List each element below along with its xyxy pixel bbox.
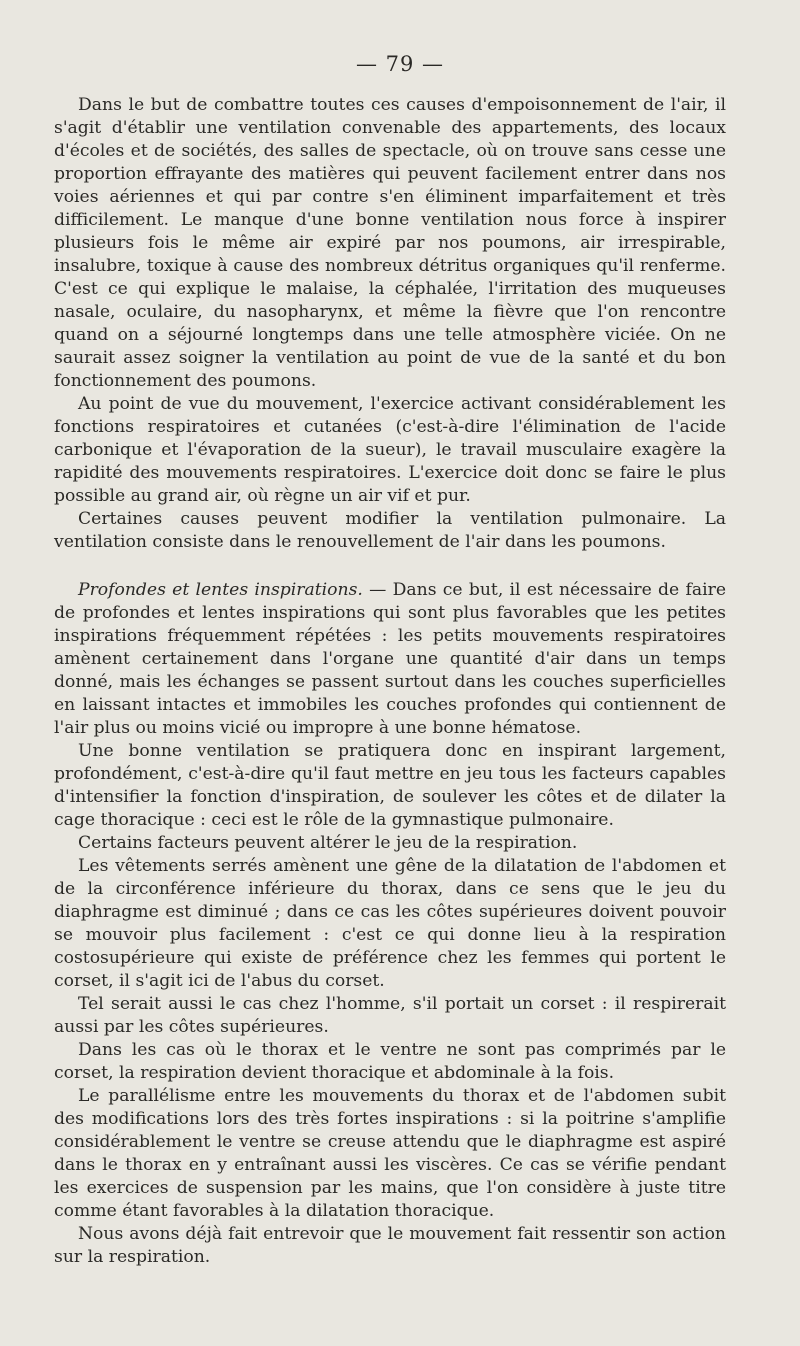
page-number: — 79 — bbox=[355, 52, 445, 76]
paragraph-thorax-ventre: Dans les cas où le thorax et le ventre ne sont pas comprimés par le corset, la respiration devient thoracique et abdominale à la fois. bbox=[54, 1040, 726, 1083]
paragraph-conclusion: Nous avons déjà fait entrevoir que le mouvement fait ressentir son action sur la respiration. bbox=[54, 1224, 726, 1267]
section-intro-paragraph bbox=[54, 579, 726, 740]
paragraph-ventilation: Dans le but de combattre toutes ces causes d'empoisonnement de l'air, il s'agit d'établir une ventilation convenable des appartements, des locaux d'écoles et de sociétés, des salles de spectacle, où on trouve sans cesse une proportion effrayante des matières qui peuvent facilement entrer dans nos voies aériennes et qui par contre s'en éliminent imparfaitement et très difficilement. Le manque d'une bonne ventilation nous force à inspirer plusieurs fois le même air expiré par nos poumons, air irrespirable, insalubre, toxique à cause des nombreux détritus organiques qu'il renferme. C'est ce qui explique le malaise, la céphalée, l'irritation des muqueuses nasale, oculaire, du nasopharynx, et même la fièvre que l'on rencontre quand on a séjourné longtemps dans une telle atmosphère viciée. On ne saurait assez soigner la ventilation au point de vue de la santé et du bon fonctionnement des poumons. bbox=[54, 95, 726, 391]
paragraph-vetements: Les vêtements serrés amènent une gêne de la dilatation de l'abdomen et de la circonférence inférieure du thorax, dans ce sens que le jeu du diaphragme est diminué ; dans ce cas les côtes supérieures doivent pouvoir se mouvoir plus facilement : c'est ce qui donne lieu à la respiration costosupérieure qui existe de préférence chez les femmes qui portent le corset, il s'agit ici de l'abus du corset. bbox=[54, 856, 726, 991]
paragraph-homme: Tel serait aussi le cas chez l'homme, s'il portait un corset : il respirerait aussi par les côtes supérieures. bbox=[54, 994, 726, 1037]
paragraph-bonne-ventilation: Une bonne ventilation se pratiquera donc en inspirant largement, profondément, c'est-à-dire qu'il faut mettre en jeu tous les facteurs capables d'intensifier la fonction d'inspiration, de soulever les côtes et de dilater la cage thoracique : ceci est le rôle de la gymnastique pulmonaire. bbox=[54, 741, 726, 830]
section-lead-text: — Dans ce but, il est nécessaire de faire de profondes et lentes inspirations qui sont plus favorables que les petites inspirations fréquemment répétées : les petits mouvements respiratoires amènent certainement dans l'organe une quantité d'air dans un temps donné, mais les échanges se passent surtout dans les couches superficielles en laissant intactes et immobiles les couches profondes qui contiennent de l'air plus ou moins vicié ou impropre à une bonne hématose. bbox=[54, 580, 726, 738]
paragraph-exercise: Au point de vue du mouvement, l'exercice activant considérablement les fonctions respiratoires et cutanées (c'est-à-dire l'élimination de l'acide carbonique et l'évaporation de la sueur), le travail musculaire exagère la rapidité des mouvements respiratoires. L'exercice doit donc se faire le plus possible au grand air, où règne un air vif et pur. bbox=[54, 394, 726, 506]
section-heading: Profondes et lentes inspirations. bbox=[78, 580, 363, 600]
paragraph-causes: Certaines causes peuvent modifier la ventilation pulmonaire. La ventilation consiste dans le renouvellement de l'air dans les poumons. bbox=[54, 509, 726, 552]
paragraph-facteurs: Certains facteurs peuvent altérer le jeu de la respiration. bbox=[78, 833, 578, 853]
paragraph-parallelisme: Le parallélisme entre les mouvements du thorax et de l'abdomen subit des modifications lors des très fortes inspirations : si la poitrine s'amplifie considérablement le ventre se creuse attendu que le diaphragme est aspiré dans le thorax en y entraînant aussi les viscères. Ce cas se vérifie pendant les exercices de suspension par les mains, que l'on considère à juste titre comme étant favorables à la dilatation thoracique. bbox=[54, 1086, 726, 1221]
page-body bbox=[54, 94, 726, 1269]
